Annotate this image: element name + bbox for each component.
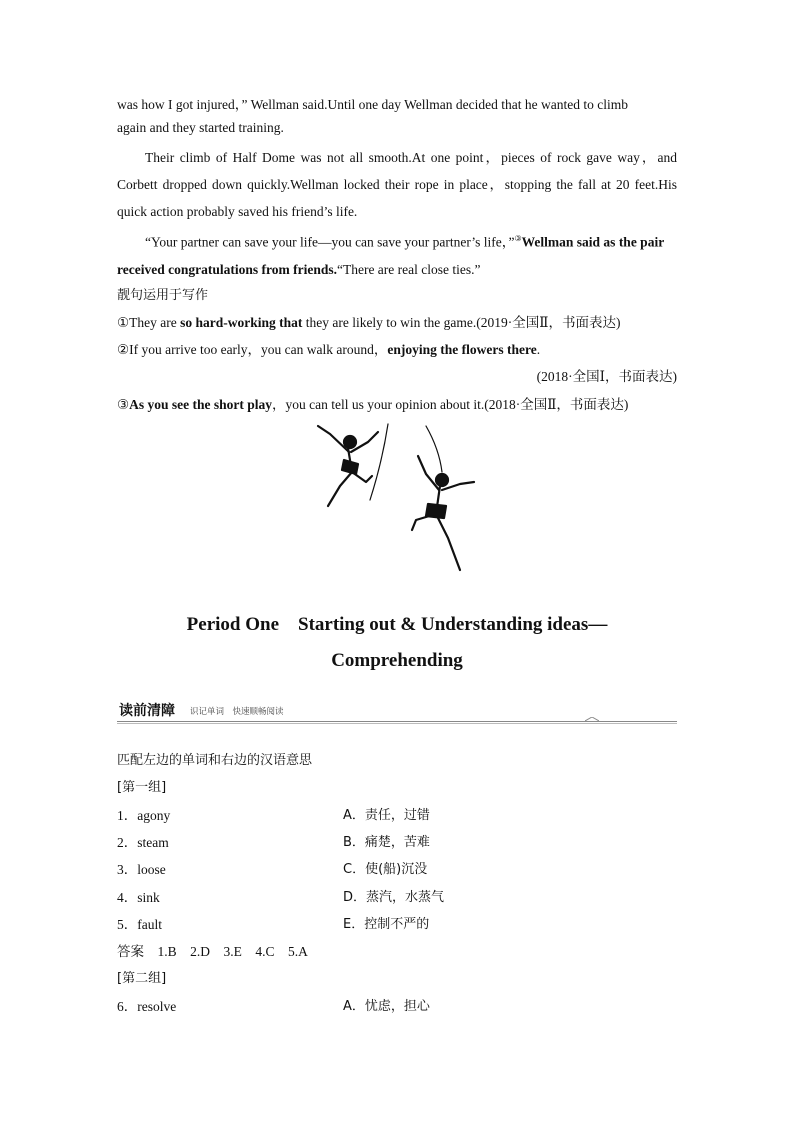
banner-heading: 读前清障: [119, 703, 175, 719]
item-text: They are: [129, 315, 181, 330]
period-title-line1: Period One Starting out & Understanding ideas—: [186, 614, 608, 635]
item-bold: enjoying the flowers there: [387, 342, 537, 357]
item-bold: so hard-working that: [180, 315, 303, 330]
passage-p2: Their climb of Half Dome was not all smooth.At one point，pieces of rock gave way，and Corbett dropped down quickly.Wellman locked their rope in place，stopping the fall at 20 feet.His quick action probably saved his friend’s life.: [117, 150, 677, 219]
item-text: they are likely to win the game.(2019·全国Ⅱ，书面表达): [302, 315, 621, 330]
group2-label: [第二组]: [117, 971, 167, 986]
group2-meaning: A．忧虑，担心: [343, 999, 430, 1014]
passage-p3-start: “Your partner can save your life—you can save your partner’s life，”: [145, 234, 515, 250]
item-bold: As you see the short play: [129, 397, 272, 412]
rock-climbers-illustration: [308, 420, 488, 580]
group1-word: 5．fault: [117, 917, 162, 932]
item-number: ①: [117, 315, 130, 330]
note-marker: ③: [514, 234, 522, 243]
group1-word: 2．steam: [117, 835, 169, 850]
group1-meaning: B．痛楚，苦难: [343, 835, 430, 850]
passage-p3-end: “There are real close ties.”: [336, 261, 481, 277]
item-number: ②: [117, 342, 130, 357]
group1-meaning: A．责任，过错: [343, 808, 430, 823]
writing-heading: 靓句运用于写作: [117, 288, 209, 303]
group1-meaning: E．控制不严的: [343, 917, 430, 932]
group1-word: 1．agony: [117, 808, 171, 823]
writing-item-3: [117, 393, 628, 413]
group1-meaning: C．使(船)沉没: [343, 862, 428, 877]
passage-p3: [117, 225, 677, 283]
writing-item-2-source: (2018·全国Ⅰ，书面表达): [536, 369, 677, 384]
writing-item-1: [117, 311, 620, 331]
item-text: ，you can tell us your opinion about it.(2018·全国Ⅱ，书面表达): [272, 397, 629, 412]
exercise-instruction: 匹配左边的单词和右边的汉语意思: [117, 753, 313, 768]
answer-key: 答案 1.B 2.D 3.E 4.C 5.A: [117, 944, 308, 959]
section-banner: [117, 700, 677, 724]
passage-p1-line2: again and they started training.: [117, 120, 284, 135]
period-title-line2: Comprehending: [331, 650, 463, 671]
group1-word: 3．loose: [117, 862, 166, 877]
item-number: ③: [117, 397, 130, 412]
writing-item-2: [117, 338, 540, 358]
banner-notch-icon: [585, 717, 599, 725]
banner-subheading: 识记单词 快速顺畅阅读: [190, 707, 284, 717]
group1-label: [第一组]: [117, 780, 167, 795]
passage-p3-bold: Wellman said as the pair received congratulations from friends.: [117, 234, 664, 277]
group2-word: 6．resolve: [117, 999, 177, 1014]
item-text: .: [536, 342, 541, 357]
group1-word: 4．sink: [117, 890, 160, 905]
group1-meaning: D．蒸汽，水蒸气: [343, 890, 445, 905]
item-text: If you arrive too early，you can walk around，: [129, 342, 388, 357]
passage-p1-line1: was how I got injured，” Wellman said.Until one day Wellman decided that he wanted to climb: [117, 97, 628, 112]
